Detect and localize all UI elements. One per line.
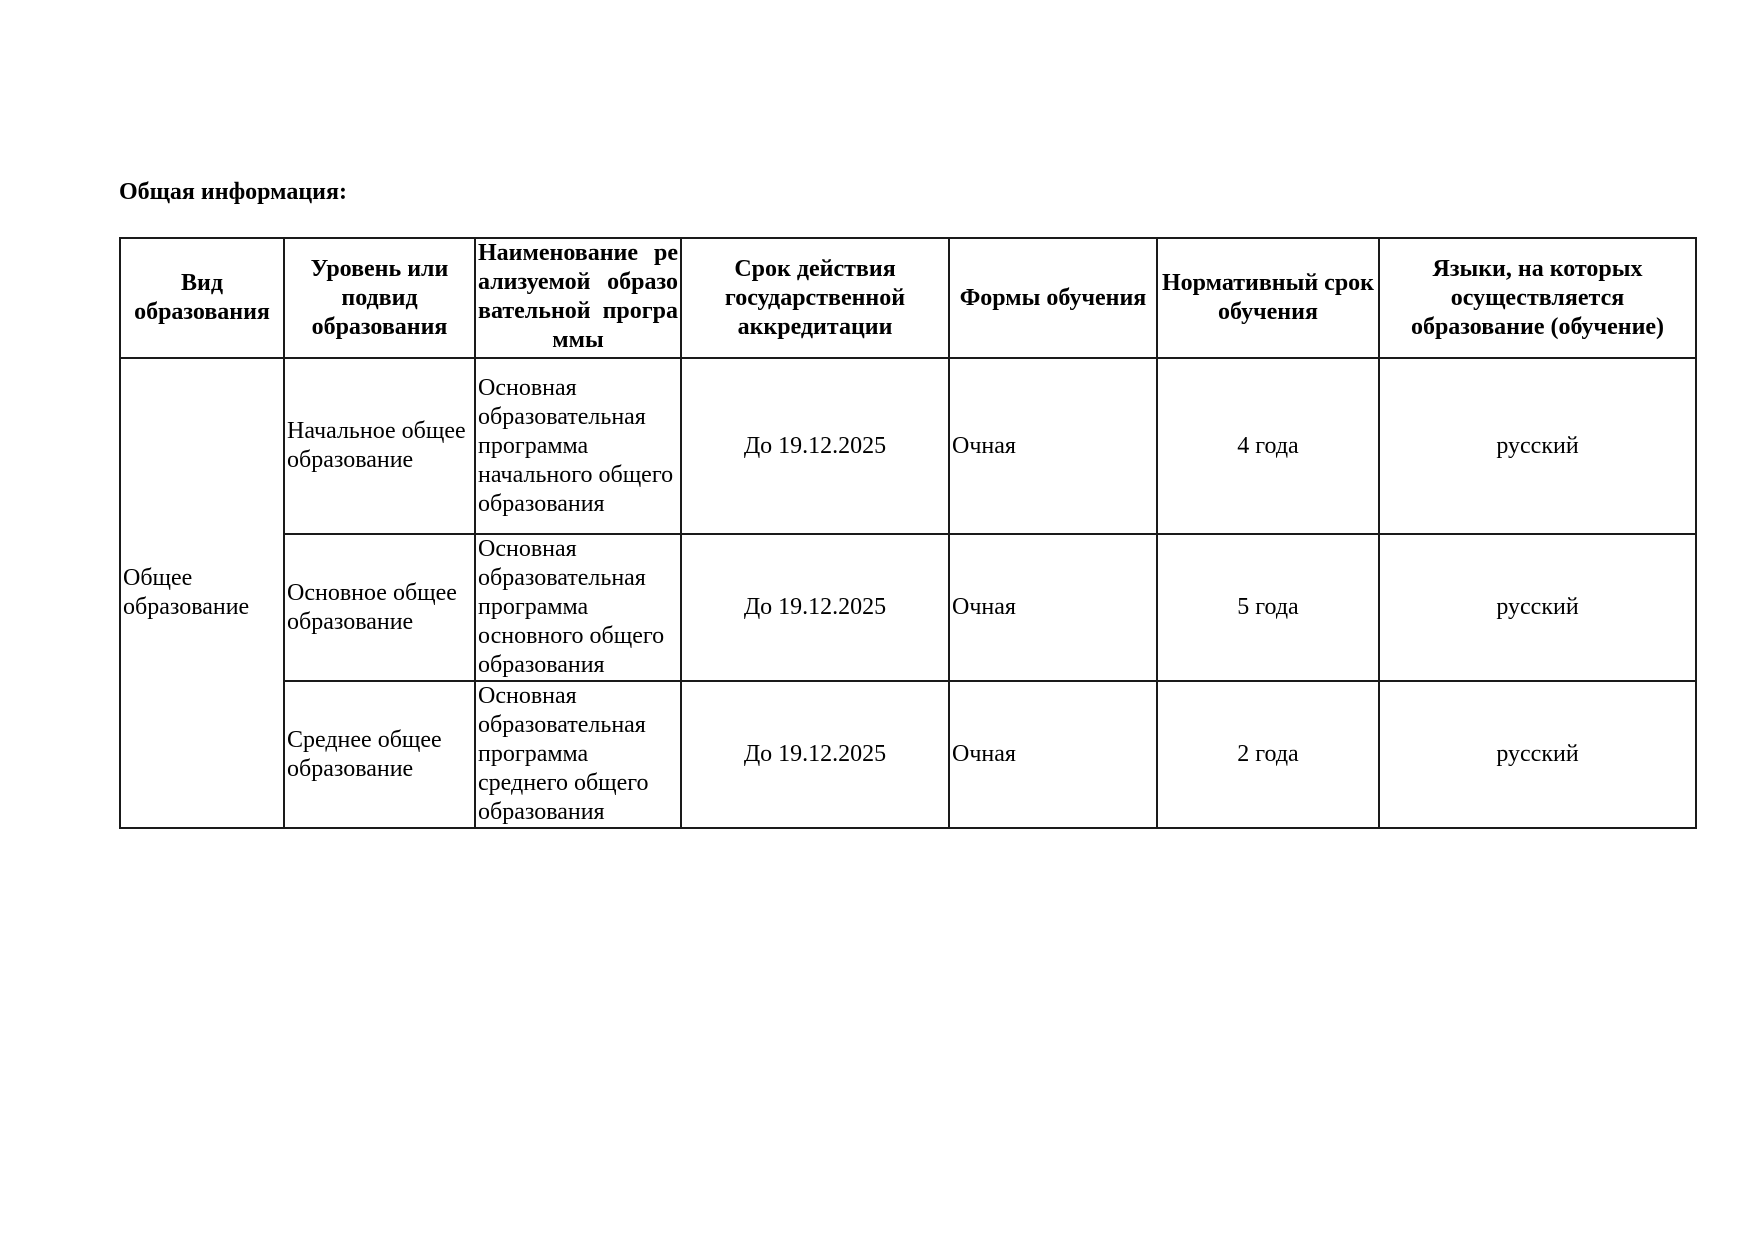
education-info-table xyxy=(119,237,1697,829)
cell-language: русский xyxy=(1379,358,1696,534)
table-row xyxy=(120,681,1696,828)
header-accreditation: Срок действия государственной аккредитации xyxy=(681,238,949,358)
table-row xyxy=(120,534,1696,681)
cell-level: Начальное общее образование xyxy=(284,358,475,534)
cell-program: Основная образовательная программа начального общего образования xyxy=(475,358,681,534)
table-row xyxy=(120,358,1696,534)
cell-language: русский xyxy=(1379,534,1696,681)
cell-form: Очная xyxy=(949,534,1157,681)
header-program: Наименование реализуемой образовательной программы xyxy=(475,238,681,358)
cell-accreditation: До 19.12.2025 xyxy=(681,358,949,534)
cell-form: Очная xyxy=(949,358,1157,534)
cell-accreditation: До 19.12.2025 xyxy=(681,534,949,681)
header-row xyxy=(120,238,1696,358)
header-form: Формы обучения xyxy=(949,238,1157,358)
cell-program: Основная образовательная программа основного общего образования xyxy=(475,534,681,681)
cell-program: Основная образовательная программа среднего общего образования xyxy=(475,681,681,828)
cell-form: Очная xyxy=(949,681,1157,828)
cell-accreditation: До 19.12.2025 xyxy=(681,681,949,828)
cell-duration: 2 года xyxy=(1157,681,1379,828)
header-education-type: Вид образования xyxy=(120,238,284,358)
cell-language: русский xyxy=(1379,681,1696,828)
cell-education-type: Общее образование xyxy=(120,358,284,828)
cell-duration: 4 года xyxy=(1157,358,1379,534)
cell-duration: 5 года xyxy=(1157,534,1379,681)
header-level: Уровень или подвид образования xyxy=(284,238,475,358)
header-language: Языки, на которых осуществляется образование (обучение) xyxy=(1379,238,1696,358)
cell-level: Основное общее образование xyxy=(284,534,475,681)
cell-level: Среднее общее образование xyxy=(284,681,475,828)
header-duration: Нормативный срок обучения xyxy=(1157,238,1379,358)
section-title: Общая информация: xyxy=(119,179,347,205)
